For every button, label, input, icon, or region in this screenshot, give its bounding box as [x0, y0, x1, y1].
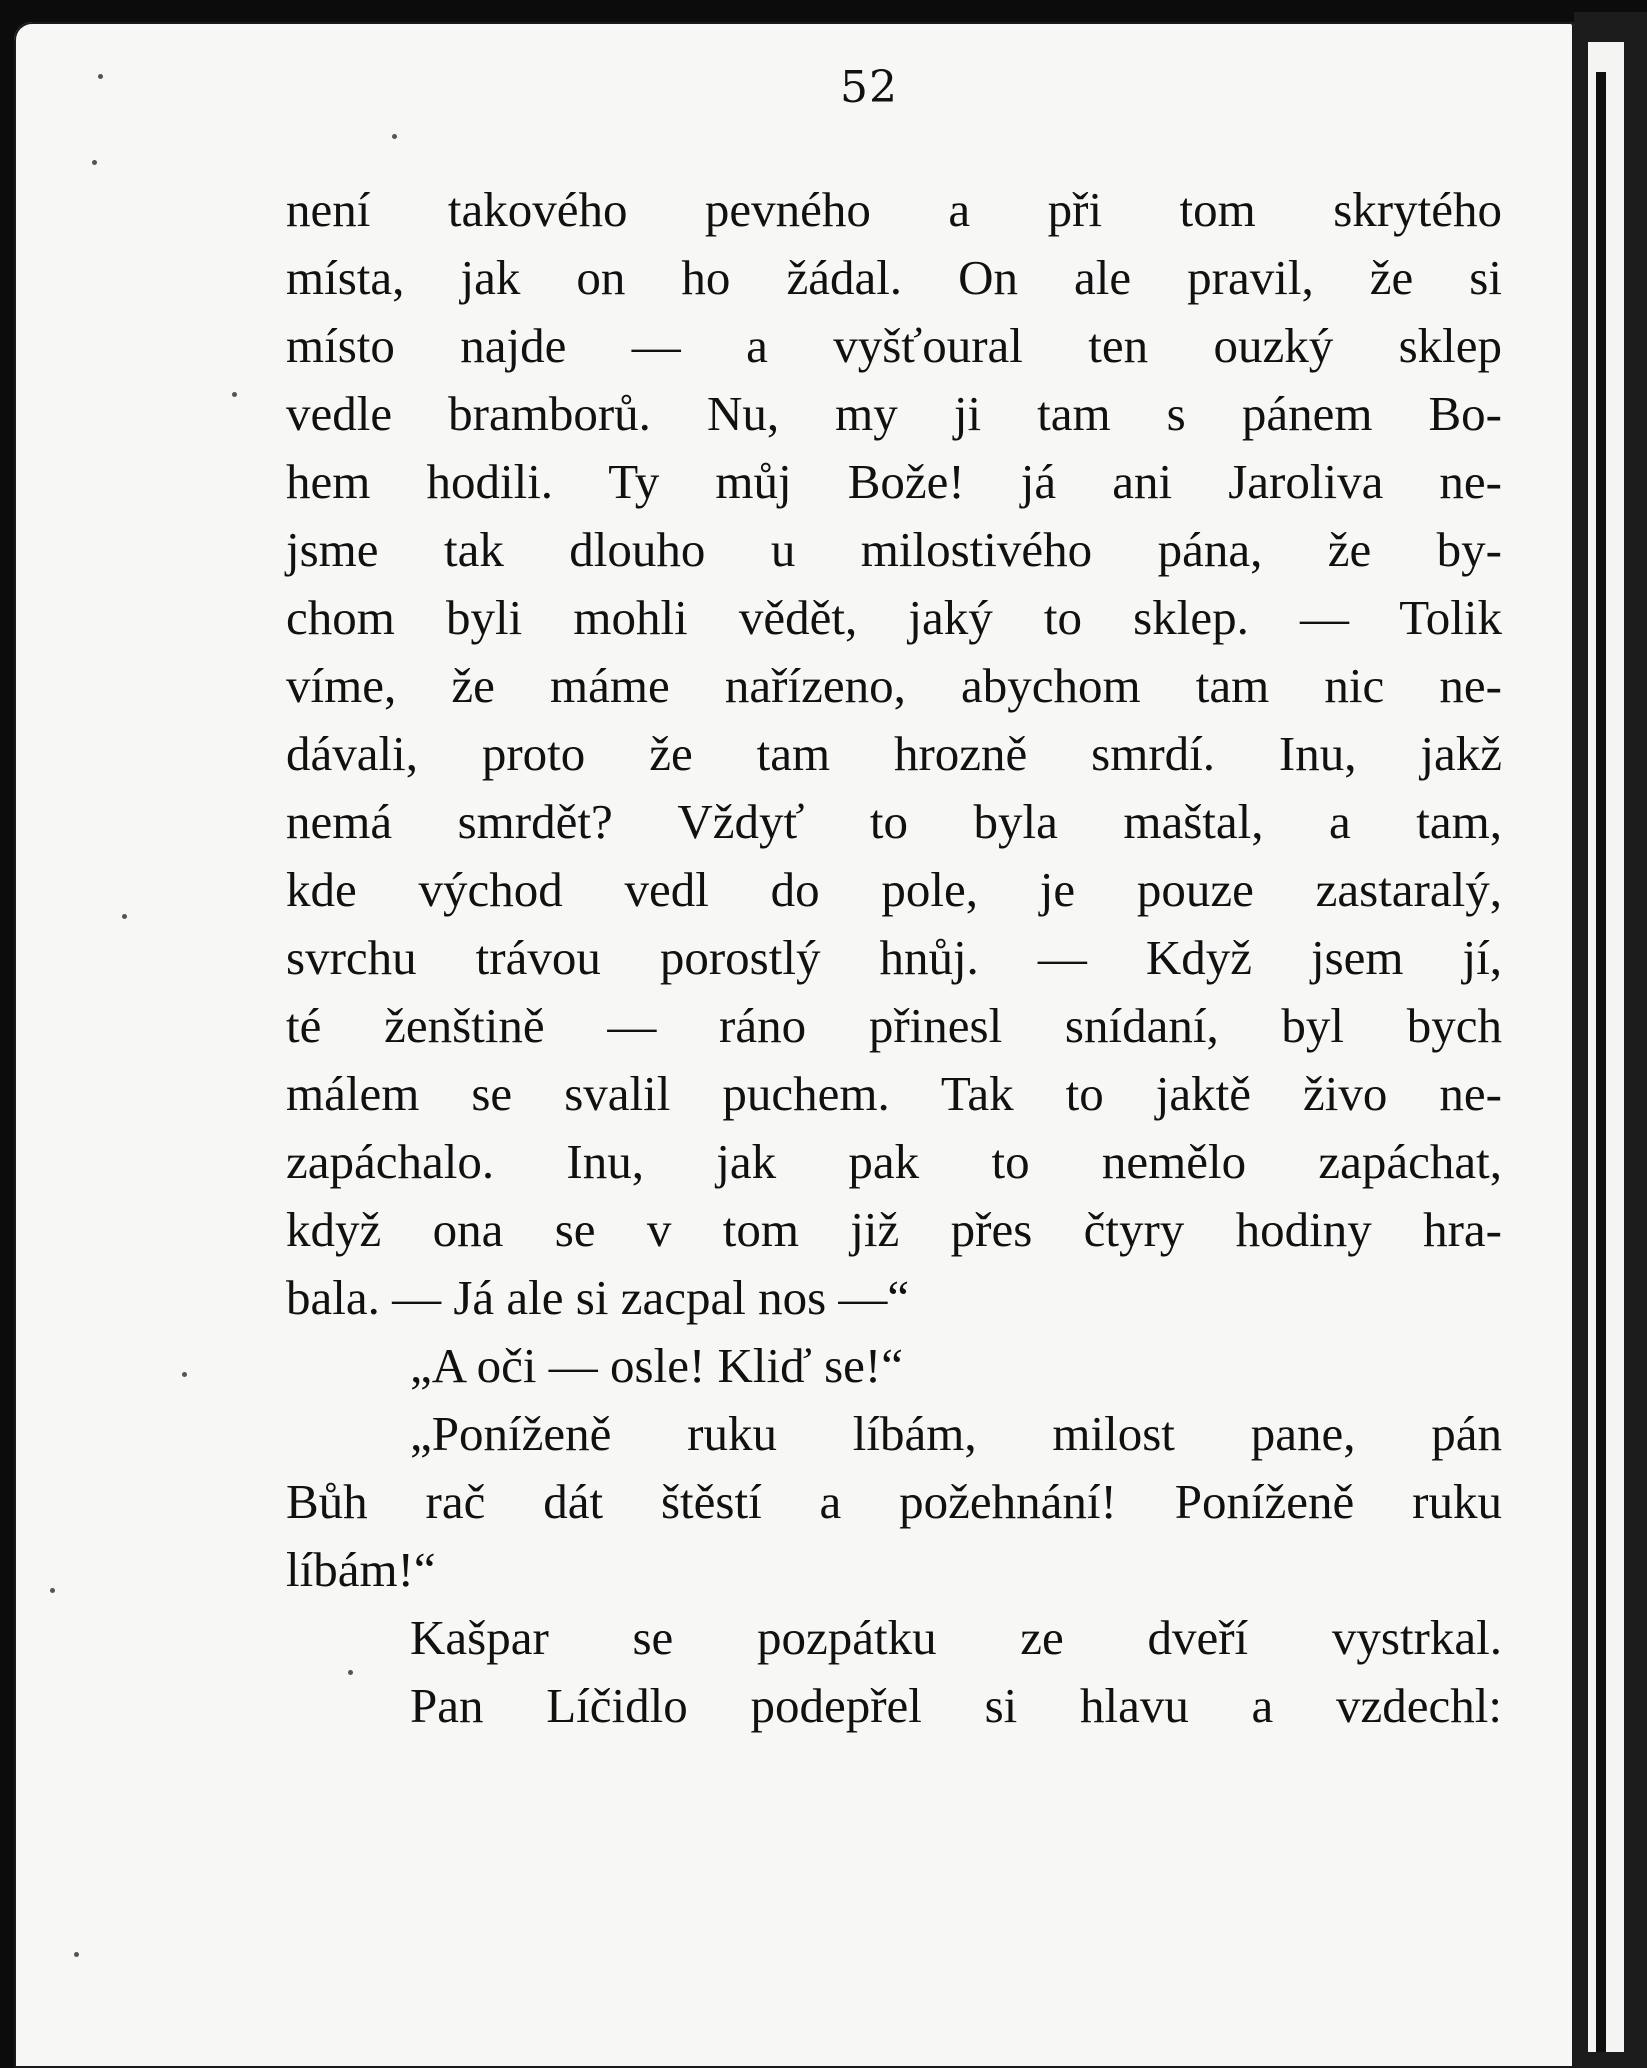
text-line: Pan Líčidlo podepřel si hlavu a vzdechl: [410, 1678, 1502, 1733]
paper-speck [392, 134, 397, 139]
text-line: zapáchalo. Inu, jak pak to nemělo zapáchat, [286, 1134, 1502, 1189]
text-line: dávali, proto že tam hrozně smrdí. Inu, jakž [286, 726, 1502, 781]
text-line: „A oči — osle! Kliď se!“ [410, 1338, 903, 1393]
page-number: 52 [840, 62, 898, 113]
paper-speck [74, 1952, 79, 1957]
text-line: jsme tak dlouho u milostivého pána, že by- [286, 522, 1502, 577]
text-line: „Poníženě ruku líbám, milost pane, pán [410, 1406, 1502, 1461]
text-line: není takového pevného a při tom skrytého [286, 182, 1502, 237]
paper-speck [92, 160, 97, 165]
text-line: místa, jak on ho žádal. On ale pravil, že si [286, 250, 1502, 305]
text-line: nemá smrdět? Vždyť to byla maštal, a tam, [286, 794, 1502, 849]
page-edge-scan-border [1574, 12, 1647, 2068]
page-edge-shadow [1596, 72, 1606, 2052]
text-line: kde východ vedl do pole, je pouze zastaralý, [286, 862, 1502, 917]
text-line: chom byli mohli vědět, jaký to sklep. — Tolik [286, 590, 1502, 645]
text-line: hem hodili. Ty můj Bože! já ani Jaroliva ne- [286, 454, 1502, 509]
text-line: líbám!“ [286, 1542, 436, 1597]
text-line: místo najde — a vyšťoural ten ouzký sklep [286, 318, 1502, 373]
text-line: svrchu trávou porostlý hnůj. — Když jsem jí, [286, 930, 1502, 985]
text-line: Bůh rač dát štěstí a požehnání! Poníženě ruku [286, 1474, 1502, 1529]
paper-speck [50, 1588, 55, 1593]
text-line: bala. — Já ale si zacpal nos —“ [286, 1270, 910, 1325]
text-line: vedle bramborů. Nu, my ji tam s pánem Bo- [286, 386, 1502, 441]
text-line: málem se svalil puchem. Tak to jaktě živo ne- [286, 1066, 1502, 1121]
page-edge-strip [1588, 42, 1624, 2052]
paper-speck [182, 1372, 187, 1377]
paper-speck [232, 392, 237, 397]
text-line: když ona se v tom již přes čtyry hodiny hra- [286, 1202, 1502, 1257]
text-line: víme, že máme nařízeno, abychom tam nic ne- [286, 658, 1502, 713]
paper-speck [98, 74, 103, 79]
paper-speck [122, 914, 127, 919]
text-line: té ženštině — ráno přinesl snídaní, byl bych [286, 998, 1502, 1053]
body-text [286, 176, 1502, 1740]
text-line: Kašpar se pozpátku ze dveří vystrkal. [410, 1610, 1502, 1665]
